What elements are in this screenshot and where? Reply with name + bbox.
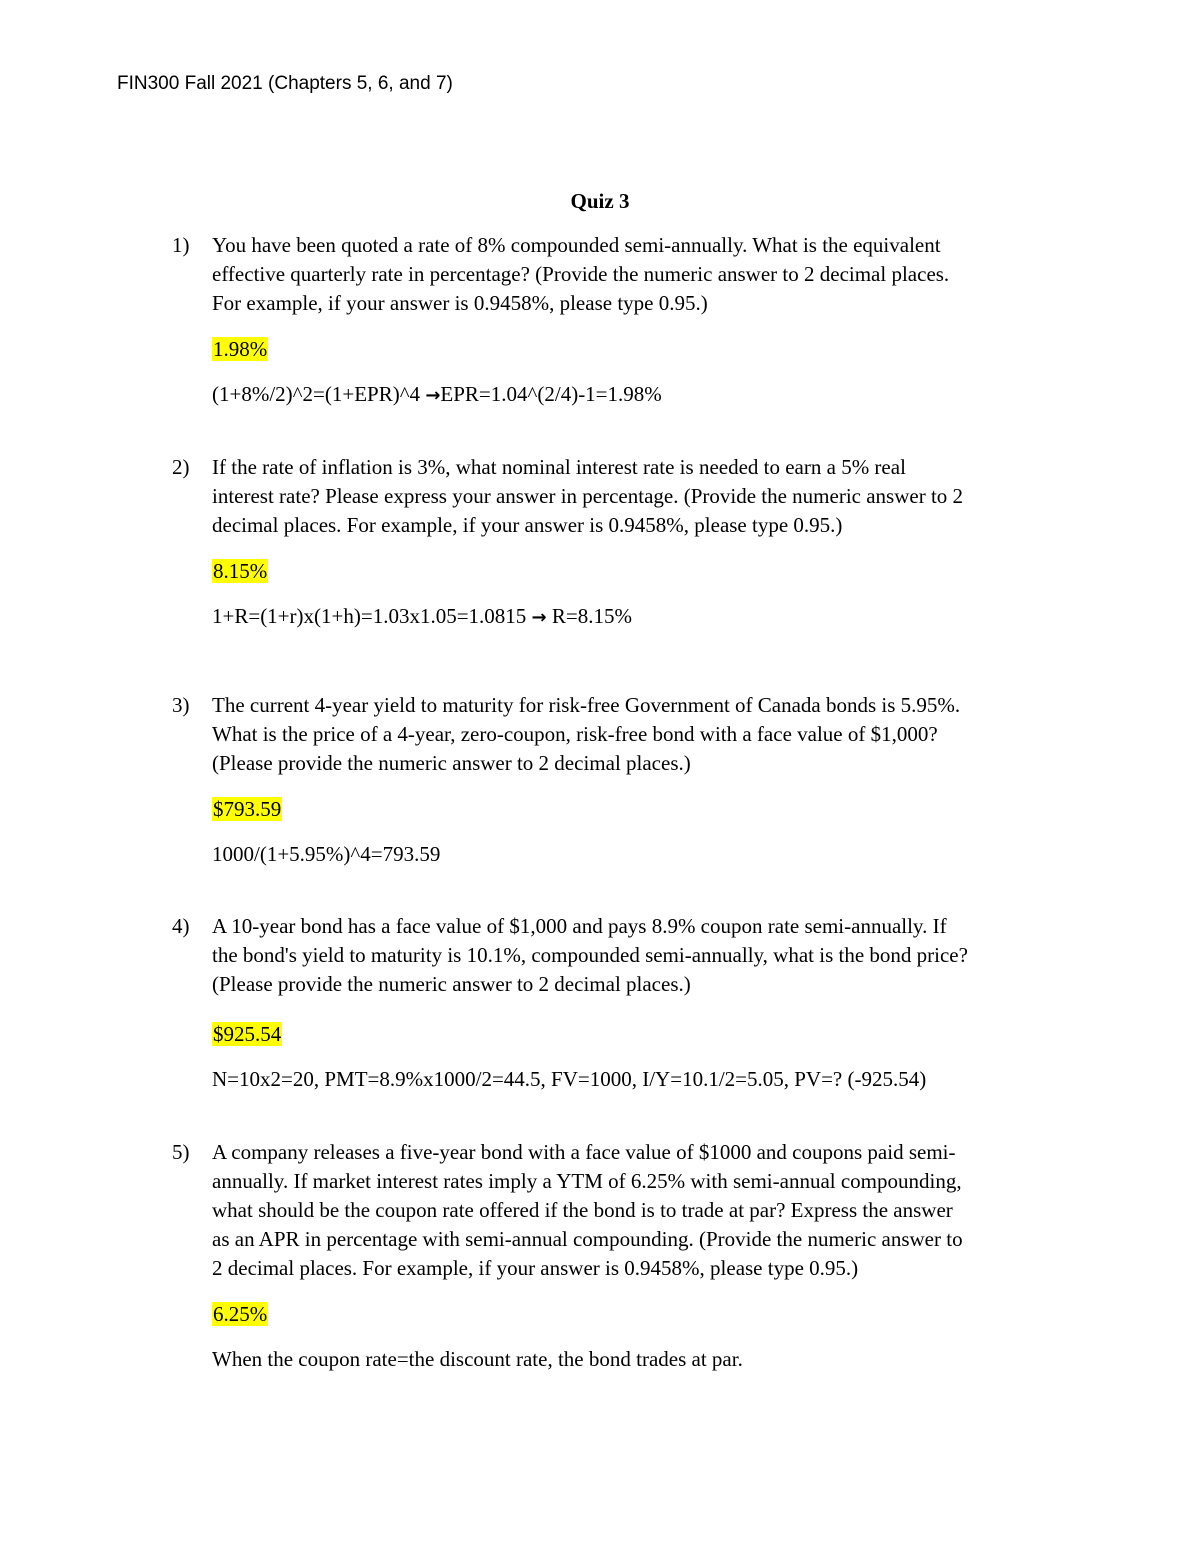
answer — [212, 335, 268, 364]
solution — [212, 602, 632, 632]
arrow-icon: → — [425, 385, 441, 406]
question-text — [212, 912, 1072, 999]
answer — [212, 795, 282, 824]
question-line: effective quarterly rate in percentage? (Provide the numeric answer to 2 decimal places. — [212, 262, 950, 286]
solution-text: (1+8%/2)^2=(1+EPR)^4 — [212, 382, 426, 406]
question-line: the bond's yield to maturity is 10.1%, compounded semi-annually, what is the bond price? — [212, 943, 968, 967]
question-number: 1) — [172, 233, 190, 257]
question-line: 2 decimal places. For example, if your answer is 0.9458%, please type 0.95.) — [212, 1256, 859, 1280]
question-number: 4) — [172, 914, 190, 938]
answer — [212, 1020, 282, 1049]
highlighted-answer: $925.54 — [213, 1022, 282, 1046]
question-line: A company releases a five-year bond with a face value of $1000 and coupons paid semi- — [212, 1140, 956, 1164]
question-line: What is the price of a 4-year, zero-coupon, risk-free bond with a face value of $1,000? — [212, 722, 938, 746]
solution-text: 1+R=(1+r)x(1+h)=1.03x1.05=1.0815 — [212, 604, 532, 628]
solution-text: R=8.15% — [546, 604, 632, 628]
question-text — [212, 691, 1072, 778]
solution-text: 1000/(1+5.95%)^4=793.59 — [212, 842, 441, 866]
highlighted-answer: $793.59 — [213, 797, 282, 821]
question-text — [212, 1138, 1072, 1283]
question-line: For example, if your answer is 0.9458%, please type 0.95.) — [212, 291, 708, 315]
arrow-icon: → — [531, 607, 547, 628]
solution-text: N=10x2=20, PMT=8.9%x1000/2=44.5, FV=1000, I/Y=10.1/2=5.05, PV=? (-925.54) — [212, 1067, 927, 1091]
question-text — [212, 453, 1072, 540]
question-line: (Please provide the numeric answer to 2 decimal places.) — [212, 972, 691, 996]
answer — [212, 1300, 268, 1329]
highlighted-answer: 8.15% — [213, 559, 268, 583]
question-number: 3) — [172, 693, 190, 717]
question-line: (Please provide the numeric answer to 2 decimal places.) — [212, 751, 691, 775]
question-line: A 10-year bond has a face value of $1,000 and pays 8.9% coupon rate semi-annually. If — [212, 914, 947, 938]
solution-text: When the coupon rate=the discount rate, the bond trades at par. — [212, 1347, 743, 1371]
question-number: 2) — [172, 455, 190, 479]
highlighted-answer: 1.98% — [213, 337, 268, 361]
solution-text: EPR=1.04^(2/4)-1=1.98% — [440, 382, 662, 406]
question-line: You have been quoted a rate of 8% compounded semi-annually. What is the equivalent — [212, 233, 941, 257]
question-line: decimal places. For example, if your answer is 0.9458%, please type 0.95.) — [212, 513, 843, 537]
solution — [212, 380, 662, 410]
question-line: what should be the coupon rate offered if the bond is to trade at par? Express the answer — [212, 1198, 953, 1222]
solution — [212, 840, 440, 869]
page-header: FIN300 Fall 2021 (Chapters 5, 6, and 7) — [117, 73, 453, 94]
highlighted-answer: 6.25% — [213, 1302, 268, 1326]
question-line: If the rate of inflation is 3%, what nominal interest rate is needed to earn a 5% real — [212, 455, 906, 479]
solution — [212, 1065, 926, 1094]
question-number: 5) — [172, 1140, 190, 1164]
answer — [212, 557, 268, 586]
question-line: The current 4-year yield to maturity for risk-free Government of Canada bonds is 5.95%. — [212, 693, 961, 717]
question-line: interest rate? Please express your answer in percentage. (Provide the numeric answer to 2 — [212, 484, 964, 508]
question-line: annually. If market interest rates imply a YTM of 6.25% with semi-annual compounding, — [212, 1169, 962, 1193]
question-text — [212, 231, 1072, 318]
solution — [212, 1345, 743, 1374]
question-line: as an APR in percentage with semi-annual compounding. (Provide the numeric answer to — [212, 1227, 963, 1251]
quiz-title: Quiz 3 — [570, 189, 630, 213]
